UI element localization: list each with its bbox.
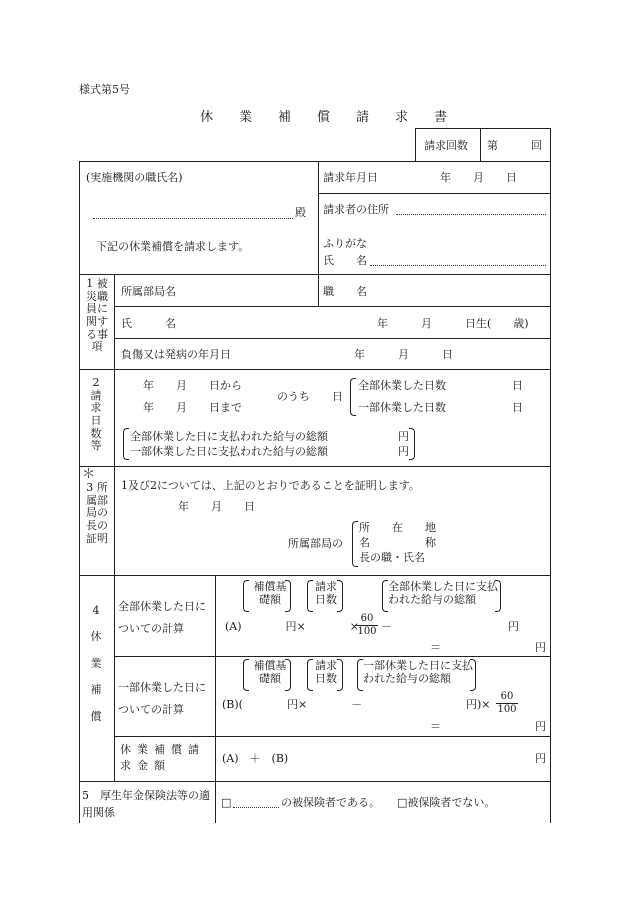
name-label: 氏 名 — [323, 254, 367, 267]
minus-a: － — [381, 620, 392, 633]
section1-label: 1 被災職員に関する事項 — [86, 277, 108, 354]
injury-date-label: 負傷又は発病の年月日 — [121, 348, 231, 361]
full-pay-unit: 円 — [398, 430, 409, 443]
period-to[interactable]: 年 月 日まで — [143, 401, 242, 414]
brace — [285, 580, 291, 612]
agency-label: (実施機関の職氏名) — [86, 171, 183, 184]
rule — [114, 466, 115, 575]
request-count-label: 請求回数 — [424, 139, 468, 152]
name-input-line[interactable] — [370, 265, 546, 266]
brace — [352, 521, 358, 567]
full-days-unit: 日 — [512, 379, 523, 392]
b-line-1[interactable]: (B)( 円× － — [222, 698, 363, 711]
rule — [318, 161, 319, 274]
rule — [79, 369, 550, 370]
section5-label: 5 厚生年金保険法等の適用関係 — [82, 789, 210, 819]
rule — [79, 161, 550, 162]
rule — [79, 781, 550, 782]
dono: 殿 — [295, 206, 306, 219]
base-amount-label: 補償基礎額 — [253, 580, 287, 606]
rule — [318, 274, 319, 306]
rule — [114, 575, 115, 781]
address-input-line[interactable] — [396, 214, 546, 215]
brace — [123, 428, 129, 460]
b-equals: ＝ — [430, 720, 441, 733]
rule — [480, 128, 481, 161]
section4-label: 4 休業補償 — [90, 604, 102, 723]
partial-calc-label: 一部休業した日についての計算 — [118, 681, 206, 716]
request-date-label: 請求年月日 — [323, 171, 378, 184]
b-line-2: 円)× — [466, 698, 491, 711]
partial-days-label: 一部休業した日数 — [358, 401, 446, 414]
page-title: 休 業 補 償 請 求 書 — [200, 110, 448, 125]
total-formula: (A) ＋ (B) — [222, 752, 289, 765]
birth-date-field[interactable]: 年 月 日生( 歳) — [377, 317, 529, 330]
rule — [550, 128, 551, 823]
rule — [415, 128, 550, 129]
cert-address: 所 在 地 — [359, 521, 436, 534]
a-line[interactable]: (A) 円× × — [225, 620, 359, 633]
fraction-a-num: 60 — [356, 614, 378, 626]
fraction-a-den: 100 — [357, 626, 377, 637]
address-label: 請求者の住所 — [323, 203, 389, 216]
brace — [243, 580, 249, 612]
section3-label: 3 所属部局の長の証明 — [86, 481, 108, 545]
rule — [114, 656, 550, 657]
partial-days-unit: 日 — [512, 401, 523, 414]
insurance-type-line[interactable] — [233, 807, 279, 808]
agency-input-line[interactable] — [93, 218, 293, 219]
brace — [350, 378, 356, 416]
full-pay-label: 全部休業した日に支払われた給与の総額 — [130, 430, 328, 443]
total-label: 休業補償請求金額 — [120, 743, 205, 772]
insured-checkbox[interactable]: □ — [221, 796, 232, 809]
rule — [79, 575, 550, 576]
partial-pay-short-label: 一部休業した日に支払われた給与の総額 — [363, 659, 473, 685]
section2-label: 2 請求日数等 — [90, 376, 102, 453]
cert-head: 長の職・氏名 — [359, 551, 425, 564]
partial-pay-unit: 円 — [398, 445, 409, 458]
request-date-field[interactable]: 年 月 日 — [440, 171, 517, 184]
brace — [495, 580, 501, 612]
partial-pay-label: 一部休業した日に支払われた給与の総額 — [130, 445, 328, 458]
request-text: 下記の休業補償を請求します。 — [96, 240, 250, 253]
b-yen-total[interactable]: 円 — [535, 720, 546, 733]
rule — [215, 575, 216, 823]
rule — [79, 274, 550, 275]
rule — [79, 161, 80, 823]
insured-label: の被保険者である。 — [281, 796, 380, 809]
a-yen-total[interactable]: 円 — [535, 641, 546, 654]
a-yen-1: 円 — [508, 620, 519, 633]
form-number: 様式第5号 — [79, 83, 130, 96]
dept-of: 所属部局の — [288, 537, 343, 550]
section3-marker: ＊ — [82, 467, 96, 482]
brace — [470, 659, 476, 691]
a-equals: ＝ — [430, 641, 441, 654]
rule — [114, 274, 115, 369]
full-days-label: 全部休業した日数 — [358, 379, 446, 392]
fraction-a — [356, 614, 378, 637]
rule — [114, 306, 550, 307]
request-count-value[interactable]: 第 回 — [487, 139, 542, 152]
rule — [114, 369, 115, 466]
not-insured-checkbox[interactable]: □被保険者でない。 — [397, 796, 496, 809]
victim-name-label: 氏 名 — [121, 317, 176, 330]
period-from[interactable]: 年 月 日から — [143, 379, 242, 392]
furigana-label: ふりがな — [323, 237, 367, 250]
fraction-b-den: 100 — [497, 704, 517, 715]
rule — [114, 338, 550, 339]
request-days-label-b: 請求日数 — [315, 659, 337, 685]
dept-label: 所属部局名 — [121, 285, 176, 298]
rule — [79, 466, 550, 467]
fraction-b-num: 60 — [496, 692, 518, 704]
total-yen[interactable]: 円 — [535, 752, 546, 765]
brace — [285, 659, 291, 691]
nouchi: のうち 日 — [277, 390, 343, 403]
base-amount-label-b: 補償基礎額 — [253, 659, 287, 685]
request-days-label: 請求日数 — [315, 580, 337, 606]
full-pay-short-label: 全部休業した日に支払われた給与の総額 — [388, 580, 498, 606]
injury-date-field[interactable]: 年 月 日 — [354, 348, 453, 361]
job-label: 職 名 — [323, 285, 367, 298]
brace — [337, 580, 343, 612]
full-calc-label: 全部休業した日についての計算 — [118, 600, 206, 635]
cert-text: 1及び2については、上記のとおりであることを証明します。 — [121, 479, 420, 492]
rule — [114, 736, 550, 737]
brace — [243, 659, 249, 691]
rule — [415, 128, 416, 161]
cert-name: 名 称 — [359, 536, 436, 549]
fraction-b — [496, 692, 518, 715]
brace — [337, 659, 343, 691]
rule — [318, 193, 550, 194]
brace — [409, 428, 415, 460]
cert-date[interactable]: 年 月 日 — [178, 500, 255, 513]
